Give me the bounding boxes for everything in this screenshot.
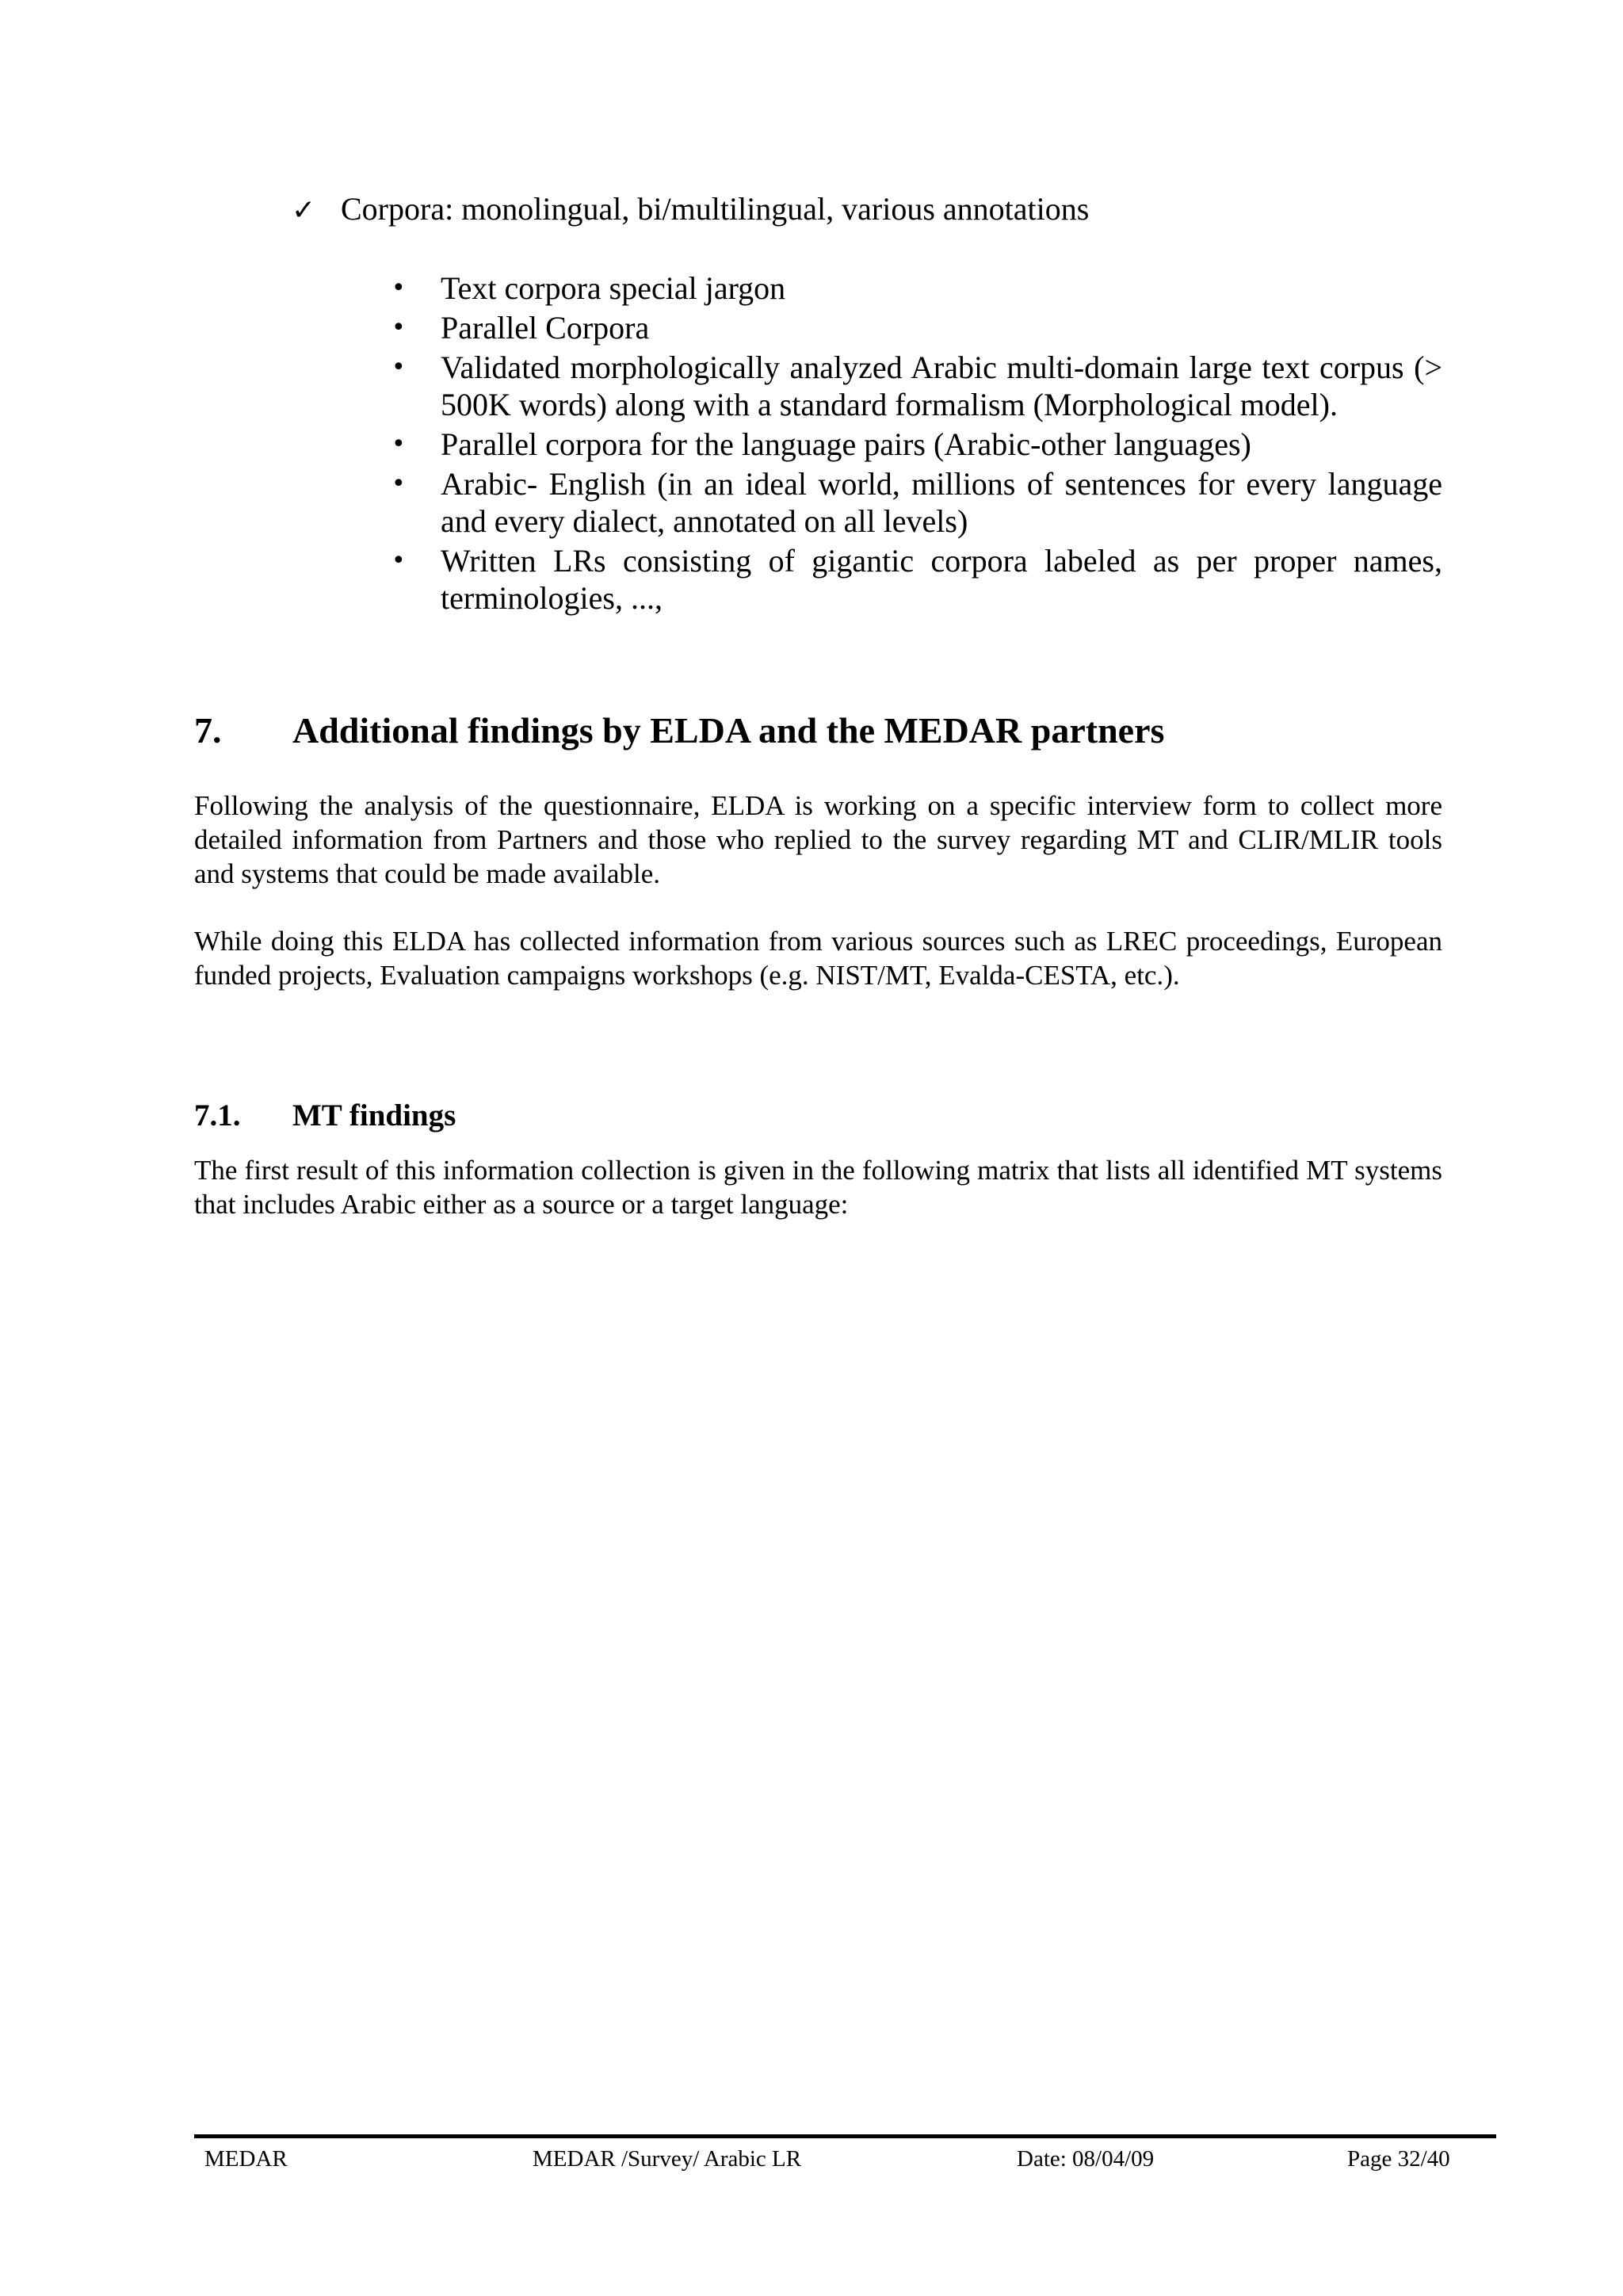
checklist-item xyxy=(292,189,1089,231)
bullet-icon: • xyxy=(391,547,406,575)
list-item-text: Parallel Corpora xyxy=(441,310,650,346)
footer-project: MEDAR xyxy=(204,2146,288,2172)
bullet-icon: • xyxy=(391,314,406,342)
list-item xyxy=(384,349,1442,423)
list-item-text: Text corpora special jargon xyxy=(441,270,786,306)
list-item xyxy=(384,542,1442,617)
list-item-text: Parallel corpora for the language pairs (Arabic-other languages) xyxy=(441,426,1251,462)
subsection-title: MT findings xyxy=(292,1098,456,1133)
list-item xyxy=(384,269,1442,307)
body-paragraph: While doing this ELDA has collected information from various sources such as LREC proceedings, European funded projects, Evaluation campaigns workshops (e.g. NIST/MT, Evalda-CESTA, etc.). xyxy=(194,926,1442,991)
bullet-icon: • xyxy=(391,353,406,381)
checkmark-icon: ✓ xyxy=(292,194,316,227)
bullet-icon: • xyxy=(391,274,406,302)
body-paragraph: The first result of this information collection is given in the following matrix that lists all identified MT systems that includes Arabic either as a source or a target language: xyxy=(194,1155,1442,1220)
footer-document: MEDAR /Survey/ Arabic LR xyxy=(533,2146,802,2172)
list-item xyxy=(384,465,1442,540)
section-title: Additional findings by ELDA and the MEDAR partners xyxy=(292,710,1165,751)
bullet-icon: • xyxy=(391,470,406,498)
bullet-icon: • xyxy=(391,430,406,458)
section-heading xyxy=(194,707,1164,755)
footer-divider xyxy=(194,2134,1496,2138)
bullet-list xyxy=(384,269,1442,619)
checklist-text: Corpora: monolingual, bi/multilingual, various annotations xyxy=(341,191,1090,227)
subsection-heading xyxy=(194,1096,456,1136)
list-item xyxy=(384,309,1442,346)
subsection-number: 7.1. xyxy=(194,1098,241,1133)
section-number: 7. xyxy=(194,710,222,751)
body-paragraph: Following the analysis of the questionnaire, ELDA is working on a specific interview form to collect more detailed information from Partners and those who replied to the survey regarding MT and CLIR/MLIR tools and systems that could be made available. xyxy=(194,790,1442,889)
list-item-text: Arabic- English (in an ideal world, millions of sentences for every language and every dialect, annotated on all levels) xyxy=(441,466,1442,539)
list-item xyxy=(384,426,1442,463)
footer-date: Date: 08/04/09 xyxy=(1017,2146,1155,2172)
list-item-text: Validated morphologically analyzed Arabic multi-domain large text corpus (> 500K words) along with a standard formalism (Morphological model). xyxy=(441,350,1442,422)
footer-page-number: Page 32/40 xyxy=(1347,2146,1450,2172)
list-item-text: Written LRs consisting of gigantic corpora labeled as per proper names, terminologies, ..., xyxy=(441,543,1442,616)
